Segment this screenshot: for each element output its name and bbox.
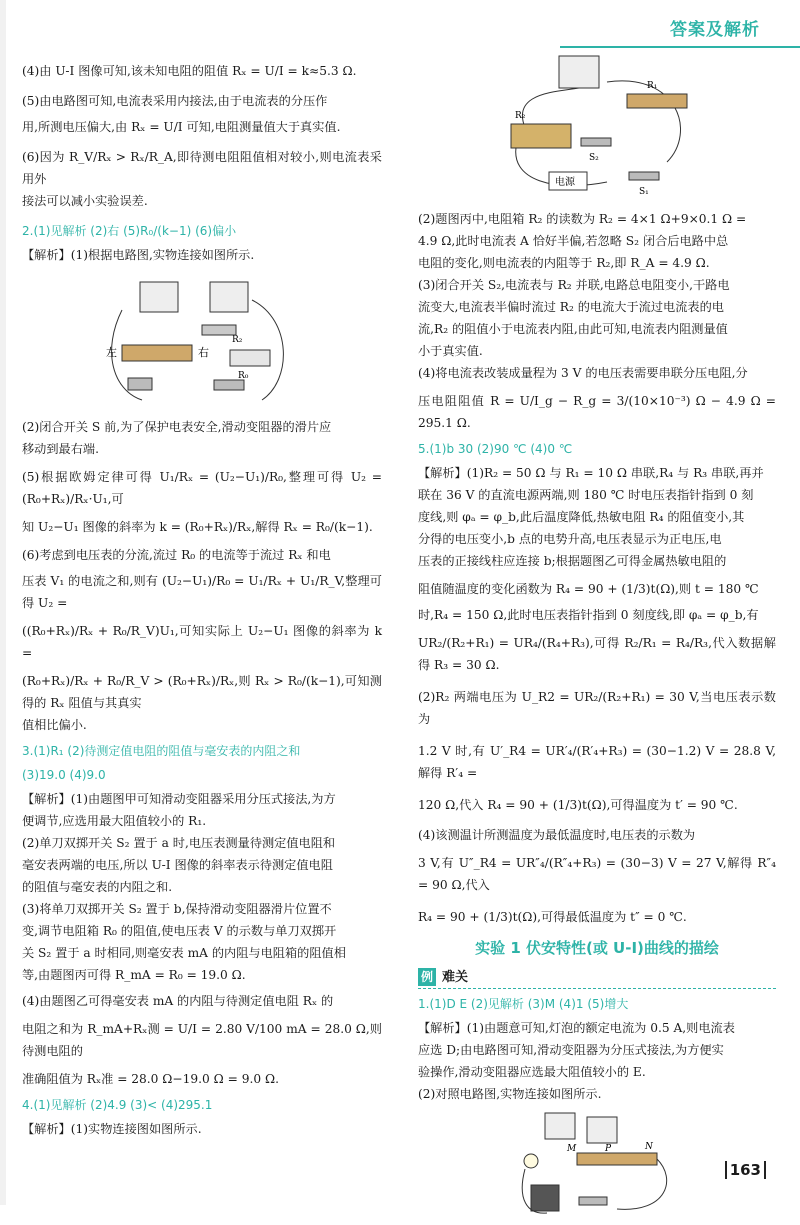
label-m: M: [567, 1144, 577, 1154]
paragraph: 便调节,应选用最大阻值较小的 R₁.: [22, 814, 207, 828]
answer-line: 4.(1)见解析 (2)4.9 (3)< (4)295.1: [22, 1098, 213, 1112]
paragraph: 电阻之和为 R_mA+Rₓ测 = U/I = 2.80 V/100 mA = 28.0 Ω,则待测电阻的: [22, 1022, 382, 1058]
paragraph: 等,由题图丙可得 R_mA = R₀ = 19.0 Ω.: [22, 968, 246, 982]
ammeter-icon: [559, 56, 599, 88]
answer-line: 2.(1)见解析 (2)右 (5)R₀/(k−1) (6)偏小: [22, 224, 237, 238]
paragraph: 1.2 V 时,有 U′_R4 = UR′₄/(R′₄+R₃) = (30−1.2) V = 28.8 V,解得 R′₄ =: [418, 744, 776, 780]
ammeter-icon: [545, 1113, 575, 1139]
paragraph: ((R₀+Rₓ)/Rₓ + R₀/R_V)U₁,可知实际上 U₂−U₁ 图像的斜率为 k =: [22, 624, 382, 660]
paragraph: (2)题图丙中,电阻箱 R₂ 的读数为 R₂ = 4×1 Ω+9×0.1 Ω =: [418, 212, 747, 226]
label-r1: R₁: [647, 81, 658, 91]
paragraph: 阻值随温度的变化函数为 R₄ = 90 + (1/3)t(Ω),则 t = 180 ℃: [418, 582, 759, 596]
paragraph: 3 V,有 U″_R4 = UR″₄/(R″₄+R₃) = (30−3) V = 27 V,解得 R″₄ = 90 Ω,代入: [418, 856, 776, 892]
paragraph: (3)将单刀双掷开关 S₂ 置于 b,保持滑动变阻器滑片位置不: [22, 902, 332, 916]
paragraph: 验操作,滑动变阻器应选最大阻值较小的 E.: [418, 1065, 646, 1079]
example-tag: 例: [418, 968, 436, 986]
paragraph: 分得的电压变小,b 点的电势升高,电压表显示为正电压,电: [418, 532, 722, 546]
paragraph: (3)闭合开关 S₂,电流表与 R₂ 并联,电路总电阻变小,干路电: [418, 278, 730, 292]
label-left: 左: [106, 346, 117, 359]
paragraph: (2)单刀双掷开关 S₂ 置于 a 时,电压表测量待测定值电阻和: [22, 836, 336, 850]
paragraph: 用,所测电压偏大,由 Rₓ = U/I 可知,电阻测量值大于真实值.: [22, 120, 341, 134]
section-subheader: [418, 966, 776, 989]
circuit-figure-5: [517, 1109, 677, 1219]
analysis-line: 【解析】(1)根据电路图,实物连接如图所示.: [22, 248, 255, 262]
paragraph: 接法可以减小实验误差.: [22, 194, 148, 208]
battery-icon: [128, 378, 152, 390]
paragraph: (2)对照电路图,实物连接如图所示.: [418, 1087, 602, 1101]
label-n: N: [645, 1142, 653, 1152]
paragraph: 120 Ω,代入 R₄ = 90 + (1/3)t(Ω),可得温度为 t′ = 90 ℃.: [418, 798, 738, 812]
battery-icon: [531, 1185, 559, 1211]
paragraph: 关 S₂ 置于 a 时相同,则毫安表 mA 的内阻与电阻箱的阻值相: [22, 946, 346, 960]
paragraph: (5)由电路图可知,电流表采用内接法,由于电流表的分压作: [22, 94, 328, 108]
paragraph: 流,R₂ 的阻值小于电流表内阻,由此可知,电流表内阻测量值: [418, 322, 728, 336]
label-p: P: [605, 1144, 612, 1154]
page-header: [0, 0, 800, 46]
rheostat-icon: [122, 345, 192, 361]
paragraph: (5)根据欧姆定律可得 U₁/Rₓ = (U₂−U₁)/R₀,整理可得 U₂ = (R₀+Rₓ)/Rₓ·U₁,可: [22, 470, 382, 506]
switch-icon: [214, 380, 244, 390]
paragraph: 度线,则 φₐ = φ_b,此后温度降低,热敏电阻 R₄ 的阻值变小,其: [418, 510, 745, 524]
paragraph: 应选 D;由电路图可知,滑动变阻器为分压式接法,为方便实: [418, 1043, 724, 1057]
analysis-line: 【解析】(1)R₂ = 50 Ω 与 R₁ = 10 Ω 串联,R₄ 与 R₃ 串联,再并: [418, 466, 764, 480]
paragraph: (R₀+Rₓ)/Rₓ + R₀/R_V > (R₀+Rₓ)/Rₓ,则 Rₓ > R₀/(k−1),可知测得的 Rₓ 阻值与其真实: [22, 674, 382, 710]
paragraph: (4)由 U-I 图像可知,该未知电阻的阻值 Rₓ = U/I = k≈5.3 Ω.: [22, 64, 357, 78]
paragraph: 的阻值与毫安表的内阻之和.: [22, 880, 173, 894]
paragraph: 准确阻值为 Rₓ准 = 28.0 Ω−19.0 Ω = 9.0 Ω.: [22, 1072, 279, 1086]
analysis-line: 【解析】(1)由题图甲可知滑动变阻器采用分压式接法,为方: [22, 792, 336, 806]
rheostat-icon: [577, 1153, 657, 1165]
paragraph: 知 U₂−U₁ 图像的斜率为 k = (R₀+Rₓ)/Rₓ,解得 Rₓ = R₀/(k−1).: [22, 520, 373, 534]
switch-icon: [629, 172, 659, 180]
rheostat-icon: [627, 94, 687, 108]
page-edge: [0, 0, 6, 1205]
paragraph: 压表的正接线柱应连接 b;根据题图乙可得金属热敏电阻的: [418, 554, 727, 568]
paragraph: 毫安表两端的电压,所以 U-I 图像的斜率表示待测定值电阻: [22, 858, 333, 872]
label-power: 电源: [555, 177, 575, 188]
resistor-icon: [202, 325, 236, 335]
analysis-line: 【解析】(1)由题意可知,灯泡的额定电流为 0.5 A,则电流表: [418, 1021, 735, 1035]
label-s1: S₁: [639, 187, 649, 197]
answer-line: 1.(1)D E (2)见解析 (3)M (4)1 (5)增大: [418, 997, 629, 1011]
paragraph: (2)R₂ 两端电压为 U_R2 = UR₂/(R₂+R₁) = 30 V,当电压表示数为: [418, 690, 776, 726]
label-r2: R₂: [232, 335, 243, 345]
voltmeter-icon: [140, 282, 178, 312]
paragraph: UR₂/(R₂+R₁) = UR₄/(R₄+R₃),可得 R₂/R₁ = R₄/R₃,代入数据解得 R₃ = 30 Ω.: [418, 636, 776, 672]
paragraph: 压电阻阻值 R = U/I_g − R_g = 3/(10×10⁻³) Ω − 4.9 Ω = 295.1 Ω.: [418, 394, 776, 430]
answer-line: 5.(1)b 30 (2)90 ℃ (4)0 ℃: [418, 442, 573, 456]
paragraph: R₄ = 90 + (1/3)t(Ω),可得最低温度为 t″ = 0 ℃.: [418, 910, 687, 924]
left-column: [22, 60, 382, 1140]
page-number: 163: [725, 1161, 766, 1179]
resistor-icon: [230, 350, 270, 366]
circuit-figure-4: [497, 52, 697, 202]
switch-icon: [579, 1197, 607, 1205]
label-s2: S₂: [589, 153, 599, 163]
paragraph: 电阻的变化,则电流表的内阻等于 R₂,即 R_A = 4.9 Ω.: [418, 256, 710, 270]
analysis-line: 【解析】(1)实物连接图如图所示.: [22, 1122, 202, 1136]
paragraph: 时,R₄ = 150 Ω,此时电压表指针指到 0 刻度线,即 φₐ = φ_b,有: [418, 608, 759, 622]
right-column: [418, 48, 776, 1225]
paragraph: (4)该测温计所测温度为最低温度时,电压表的示数为: [418, 828, 696, 842]
switch-icon: [581, 138, 611, 146]
paragraph: 变,调节电阻箱 R₀ 的阻值,使电压表 V 的示数与单刀双掷开: [22, 924, 337, 938]
paragraph: 4.9 Ω,此时电流表 A 恰好半偏,若忽略 S₂ 闭合后电路中总: [418, 234, 729, 248]
circuit-figure-2: [102, 270, 302, 410]
paragraph: 值相比偏小.: [22, 718, 87, 732]
bulb-icon: [524, 1154, 538, 1168]
paragraph: (2)闭合开关 S 前,为了保护电表安全,滑动变阻器的滑片应: [22, 420, 332, 434]
voltmeter-icon: [210, 282, 248, 312]
paragraph: 压表 V₁ 的电流之和,则有 (U₂−U₁)/R₀ = U₁/Rₓ + U₁/R_V,整理可得 U₂ =: [22, 574, 382, 610]
label-right: 右: [198, 346, 209, 359]
resistance-box-icon: [511, 124, 571, 148]
paragraph: 移动到最右端.: [22, 442, 99, 456]
section-title: 实验 1 伏安特性(或 U-I)曲线的描绘: [475, 939, 719, 957]
paragraph: 流变大,电流表半偏时流过 R₂ 的电流大于流过电流表的电: [418, 300, 724, 314]
paragraph: 联在 36 V 的直流电源两端,则 180 ℃ 时电压表指针指到 0 刻: [418, 488, 754, 502]
paragraph: 小于真实值.: [418, 344, 483, 358]
paragraph: (4)将电流表改装成量程为 3 V 的电压表需要串联分压电阻,分: [418, 366, 748, 380]
paragraph: (4)由题图乙可得毫安表 mA 的内阻与待测定值电阻 Rₓ 的: [22, 994, 334, 1008]
answer-line: (3)19.0 (4)9.0: [22, 768, 106, 782]
header-title: 答案及解析: [670, 20, 760, 40]
subheader-label: 难关: [442, 969, 469, 985]
paragraph: (6)因为 R_V/Rₓ > Rₓ/R_A,即待测电阻阻值相对较小,则电流表采用外: [22, 150, 382, 186]
voltmeter-icon: [587, 1117, 617, 1143]
label-r0: R₀: [238, 371, 249, 381]
answer-line: 3.(1)R₁ (2)待测定值电阻的阻值与毫安表的内阻之和: [22, 744, 301, 758]
label-r2: R₂: [515, 111, 526, 121]
paragraph: (6)考虑到电压表的分流,流过 R₀ 的电流等于流过 Rₓ 和电: [22, 548, 331, 562]
